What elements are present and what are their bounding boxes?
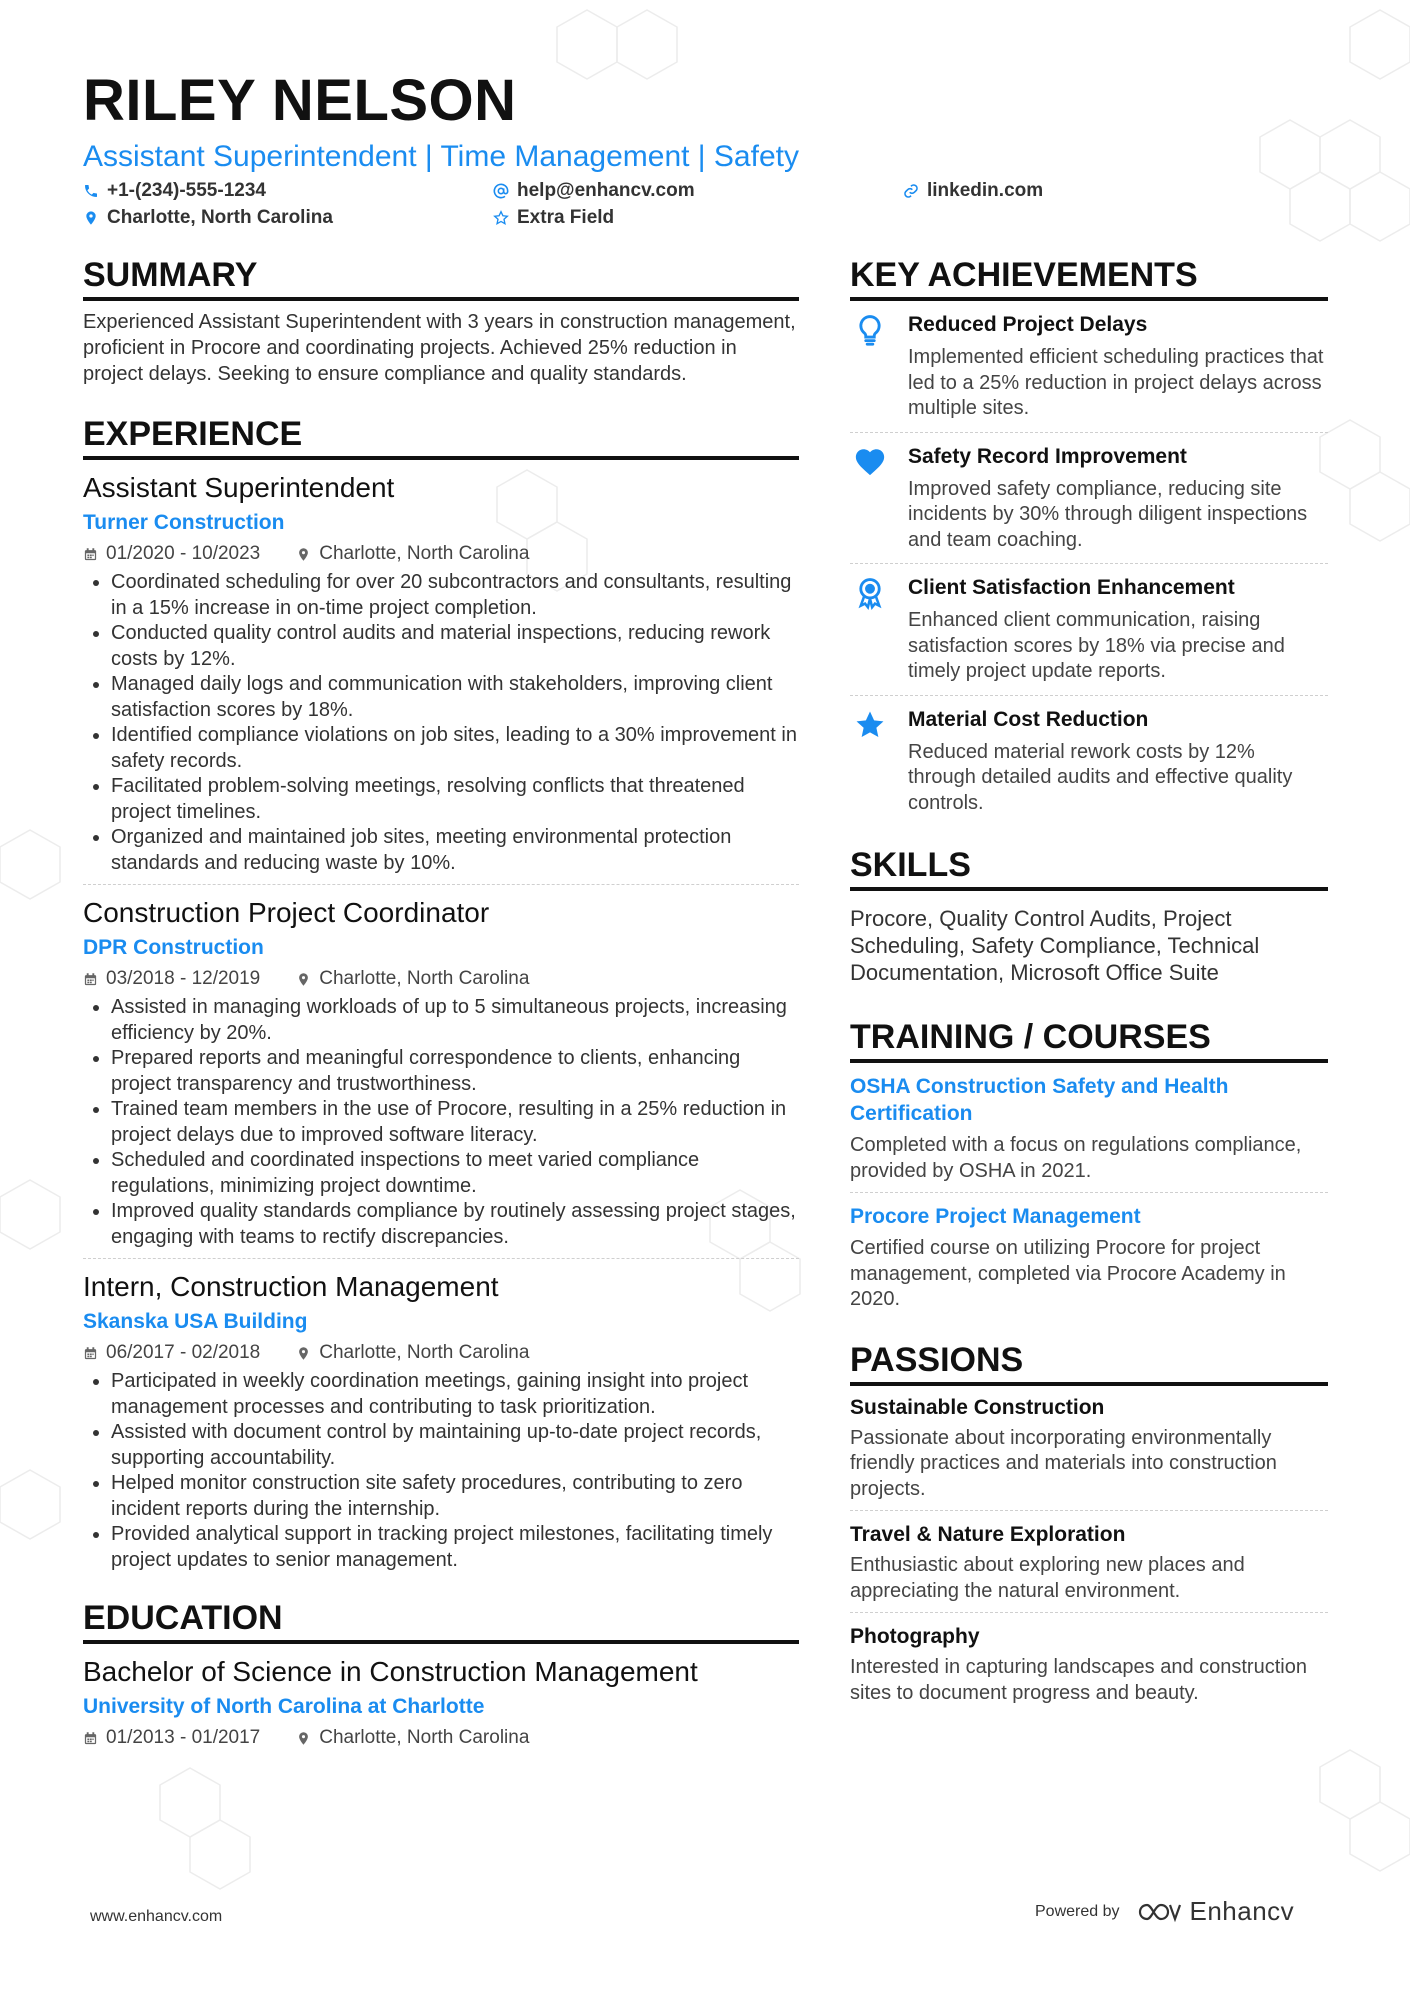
passions-section (850, 1339, 1328, 1707)
summary-heading: SUMMARY (83, 254, 799, 301)
contact-info (83, 178, 1323, 234)
footer-brand[interactable] (1035, 1896, 1294, 1927)
job-location: Charlotte, North Carolina (319, 543, 530, 564)
company-name: Turner Construction (83, 511, 285, 534)
summary-section (83, 254, 799, 387)
summary-text: Experienced Assistant Superintendent with 3 years in construction management, proficient in Procore and coordinating projects. Achieved 25% reduction in project delays. Seeking to ensure compliance and quality standards. (83, 311, 796, 385)
bullet-item: • Coordinated scheduling for over 20 subcontractors and consultants, resulting in a 15% increase in on-time project completion. (111, 570, 799, 621)
resume-header (83, 66, 1323, 234)
education-section (83, 1597, 799, 1752)
achievement-item (850, 696, 1328, 827)
achievement-desc: Reduced material rework costs by 12% through detailed audits and effective quality controls. (908, 740, 1293, 814)
phone-icon (83, 183, 99, 199)
passion-desc: Passionate about incorporating environmentally friendly practices and materials into construction projects. (850, 1426, 1277, 1500)
job-location: Charlotte, North Carolina (319, 968, 530, 989)
star-icon (853, 708, 887, 742)
course-item (850, 1063, 1328, 1193)
job-dates: 03/2018 - 12/2019 (106, 968, 261, 989)
calendar-icon (83, 972, 98, 987)
passion-desc: Enthusiastic about exploring new places and appreciating the natural environment. (850, 1554, 1245, 1602)
location-pin-icon (296, 972, 311, 987)
candidate-title: Assistant Superintendent | Time Management | Safety (83, 140, 799, 173)
bullet-item: • Scheduled and coordinated inspections to meet varied compliance regulations, minimizing project downtime. (111, 1148, 799, 1199)
passion-item (850, 1613, 1328, 1706)
experience-heading: EXPERIENCE (83, 413, 799, 460)
company-name: Skanska USA Building (83, 1310, 308, 1333)
job-bullets (83, 995, 799, 1250)
experience-entry (83, 470, 799, 885)
achievement-desc: Implemented efficient scheduling practices that led to a 25% reduction in project delays across multiple sites. (908, 346, 1324, 419)
degree-title: Bachelor of Science in Construction Management (83, 1656, 698, 1687)
phone-text: +1-(234)-555-1234 (107, 180, 266, 201)
bullet-item: • Assisted with document control by maintaining up-to-date project records, supporting accountability. (111, 1420, 799, 1471)
course-title: Procore Project Management (850, 1205, 1141, 1228)
calendar-icon (83, 547, 98, 562)
star-outline-icon (493, 210, 509, 226)
brand-name: Enhancv (1189, 1896, 1295, 1926)
job-title: Assistant Superintendent (83, 472, 395, 503)
passion-title: Sustainable Construction (850, 1395, 1105, 1419)
location-pin-icon (296, 547, 311, 562)
achievement-item (850, 301, 1328, 433)
bullet-item: • Improved quality standards compliance by routinely assessing project stages, engaging with teams to rectify discrepancies. (111, 1199, 799, 1250)
job-dates: 06/2017 - 02/2018 (106, 1342, 261, 1363)
achievement-item (850, 564, 1328, 696)
course-desc: Certified course on utilizing Procore for project management, completed via Procore Academy in 2020. (850, 1237, 1286, 1310)
bullet-item: • Prepared reports and meaningful correspondence to clients, enhancing project transparency and trustworthiness. (111, 1046, 799, 1097)
enhancv-logo (1136, 1896, 1295, 1927)
passion-title: Photography (850, 1625, 980, 1648)
extra-field-text: Extra Field (517, 207, 615, 228)
company-name: DPR Construction (83, 936, 264, 959)
calendar-icon (83, 1731, 98, 1746)
bullet-item: • Facilitated problem-solving meetings, resolving conflicts that threatened project timelines. (111, 774, 799, 825)
experience-section (83, 413, 799, 1573)
bullet-item: • Assisted in managing workloads of up to 5 simultaneous projects, increasing efficiency by 20%. (111, 995, 799, 1046)
achievements-section (850, 254, 1328, 826)
email-text: help@enhancv.com (517, 180, 695, 201)
location-pin-icon (296, 1731, 311, 1746)
experience-entry (83, 895, 799, 1259)
bullet-item: • Provided analytical support in tracking project milestones, facilitating timely project updates to senior management. (111, 1522, 799, 1573)
location-text: Charlotte, North Carolina (107, 207, 333, 228)
passion-item (850, 1386, 1328, 1512)
contact-linkedin[interactable] (903, 178, 1043, 204)
course-desc: Completed with a focus on regulations compliance, provided by OSHA in 2021. (850, 1134, 1302, 1182)
left-column (83, 254, 799, 1752)
job-location: Charlotte, North Carolina (319, 1342, 530, 1363)
achievement-title: Material Cost Reduction (908, 707, 1149, 731)
bullet-item: • Identified compliance violations on job sites, leading to a 30% improvement in safety records. (111, 723, 799, 774)
achievement-desc: Enhanced client communication, raising satisfaction scores by 18% via precise and timely project update reports. (908, 609, 1285, 682)
job-meta (83, 965, 799, 993)
location-pin-icon (83, 210, 99, 226)
award-ribbon-icon (853, 576, 887, 610)
achievement-item (850, 433, 1328, 565)
passion-desc: Interested in capturing landscapes and construction sites to document progress and beauty. (850, 1656, 1307, 1704)
achievement-title: Client Satisfaction Enhancement (908, 576, 1235, 599)
lightbulb-icon (853, 313, 887, 347)
school-name: University of North Carolina at Charlotte (83, 1695, 485, 1718)
course-item (850, 1193, 1328, 1313)
skills-text: Procore, Quality Control Audits, Project Scheduling, Safety Compliance, Technical Documentation, Microsoft Office Suite (850, 906, 1260, 985)
passions-heading: PASSIONS (850, 1339, 1328, 1386)
job-bullets (83, 1369, 799, 1573)
course-title: OSHA Construction Safety and Health Certification (850, 1075, 1229, 1125)
achievements-heading: KEY ACHIEVEMENTS (850, 254, 1328, 301)
location-pin-icon (296, 1346, 311, 1361)
contact-location (83, 205, 333, 231)
education-meta (83, 1724, 799, 1752)
enhancv-logo-icon (1136, 1900, 1182, 1924)
bullet-item: • Participated in weekly coordination meetings, gaining insight into project management processes and contributing to task prioritization. (111, 1369, 799, 1420)
achievement-title: Safety Record Improvement (908, 444, 1187, 468)
job-title: Construction Project Coordinator (83, 897, 490, 928)
bullet-item: • Helped monitor construction site safety procedures, contributing to zero incident reports during the internship. (111, 1471, 799, 1522)
at-sign-icon (493, 183, 509, 199)
job-dates: 01/2020 - 10/2023 (106, 543, 261, 564)
passion-title: Travel & Nature Exploration (850, 1523, 1126, 1546)
contact-email[interactable] (493, 178, 695, 204)
job-title: Intern, Construction Management (83, 1271, 499, 1302)
passion-item (850, 1511, 1328, 1613)
achievement-desc: Improved safety compliance, reducing site incidents by 30% through diligent inspections and team coaching. (908, 477, 1308, 551)
job-bullets (83, 570, 799, 876)
training-section (850, 1016, 1328, 1313)
bullet-item: • Organized and maintained job sites, meeting environmental protection standards and reducing waste by 10%. (111, 825, 799, 876)
skills-heading: SKILLS (850, 844, 1328, 891)
education-heading: EDUCATION (83, 1597, 799, 1644)
powered-by-label: Powered by (1035, 1902, 1120, 1920)
job-meta (83, 540, 799, 568)
contact-extra (493, 205, 614, 231)
contact-phone[interactable] (83, 178, 266, 204)
candidate-name: RILEY NELSON (83, 68, 517, 133)
linkedin-text: linkedin.com (927, 180, 1044, 201)
entry-divider (83, 884, 799, 885)
right-column (850, 254, 1328, 1706)
heart-icon (853, 445, 887, 479)
calendar-icon (83, 1346, 98, 1361)
bullet-item: • Trained team members in the use of Procore, resulting in a 25% reduction in project delays due to improved software literacy. (111, 1097, 799, 1148)
training-heading: TRAINING / COURSES (850, 1016, 1328, 1063)
bullet-item: • Conducted quality control audits and material inspections, reducing rework costs by 12%. (111, 621, 799, 672)
entry-divider (83, 1258, 799, 1259)
achievement-title: Reduced Project Delays (908, 313, 1148, 336)
education-entry (83, 1654, 799, 1752)
education-dates: 01/2013 - 01/2017 (106, 1727, 261, 1748)
skills-section (850, 844, 1328, 986)
bullet-item: • Managed daily logs and communication with stakeholders, improving client satisfaction scores by 18%. (111, 672, 799, 723)
job-meta (83, 1339, 799, 1367)
experience-entry (83, 1269, 799, 1573)
footer-website[interactable]: www.enhancv.com (90, 1908, 223, 1925)
education-location: Charlotte, North Carolina (319, 1727, 530, 1748)
link-icon (903, 183, 919, 199)
